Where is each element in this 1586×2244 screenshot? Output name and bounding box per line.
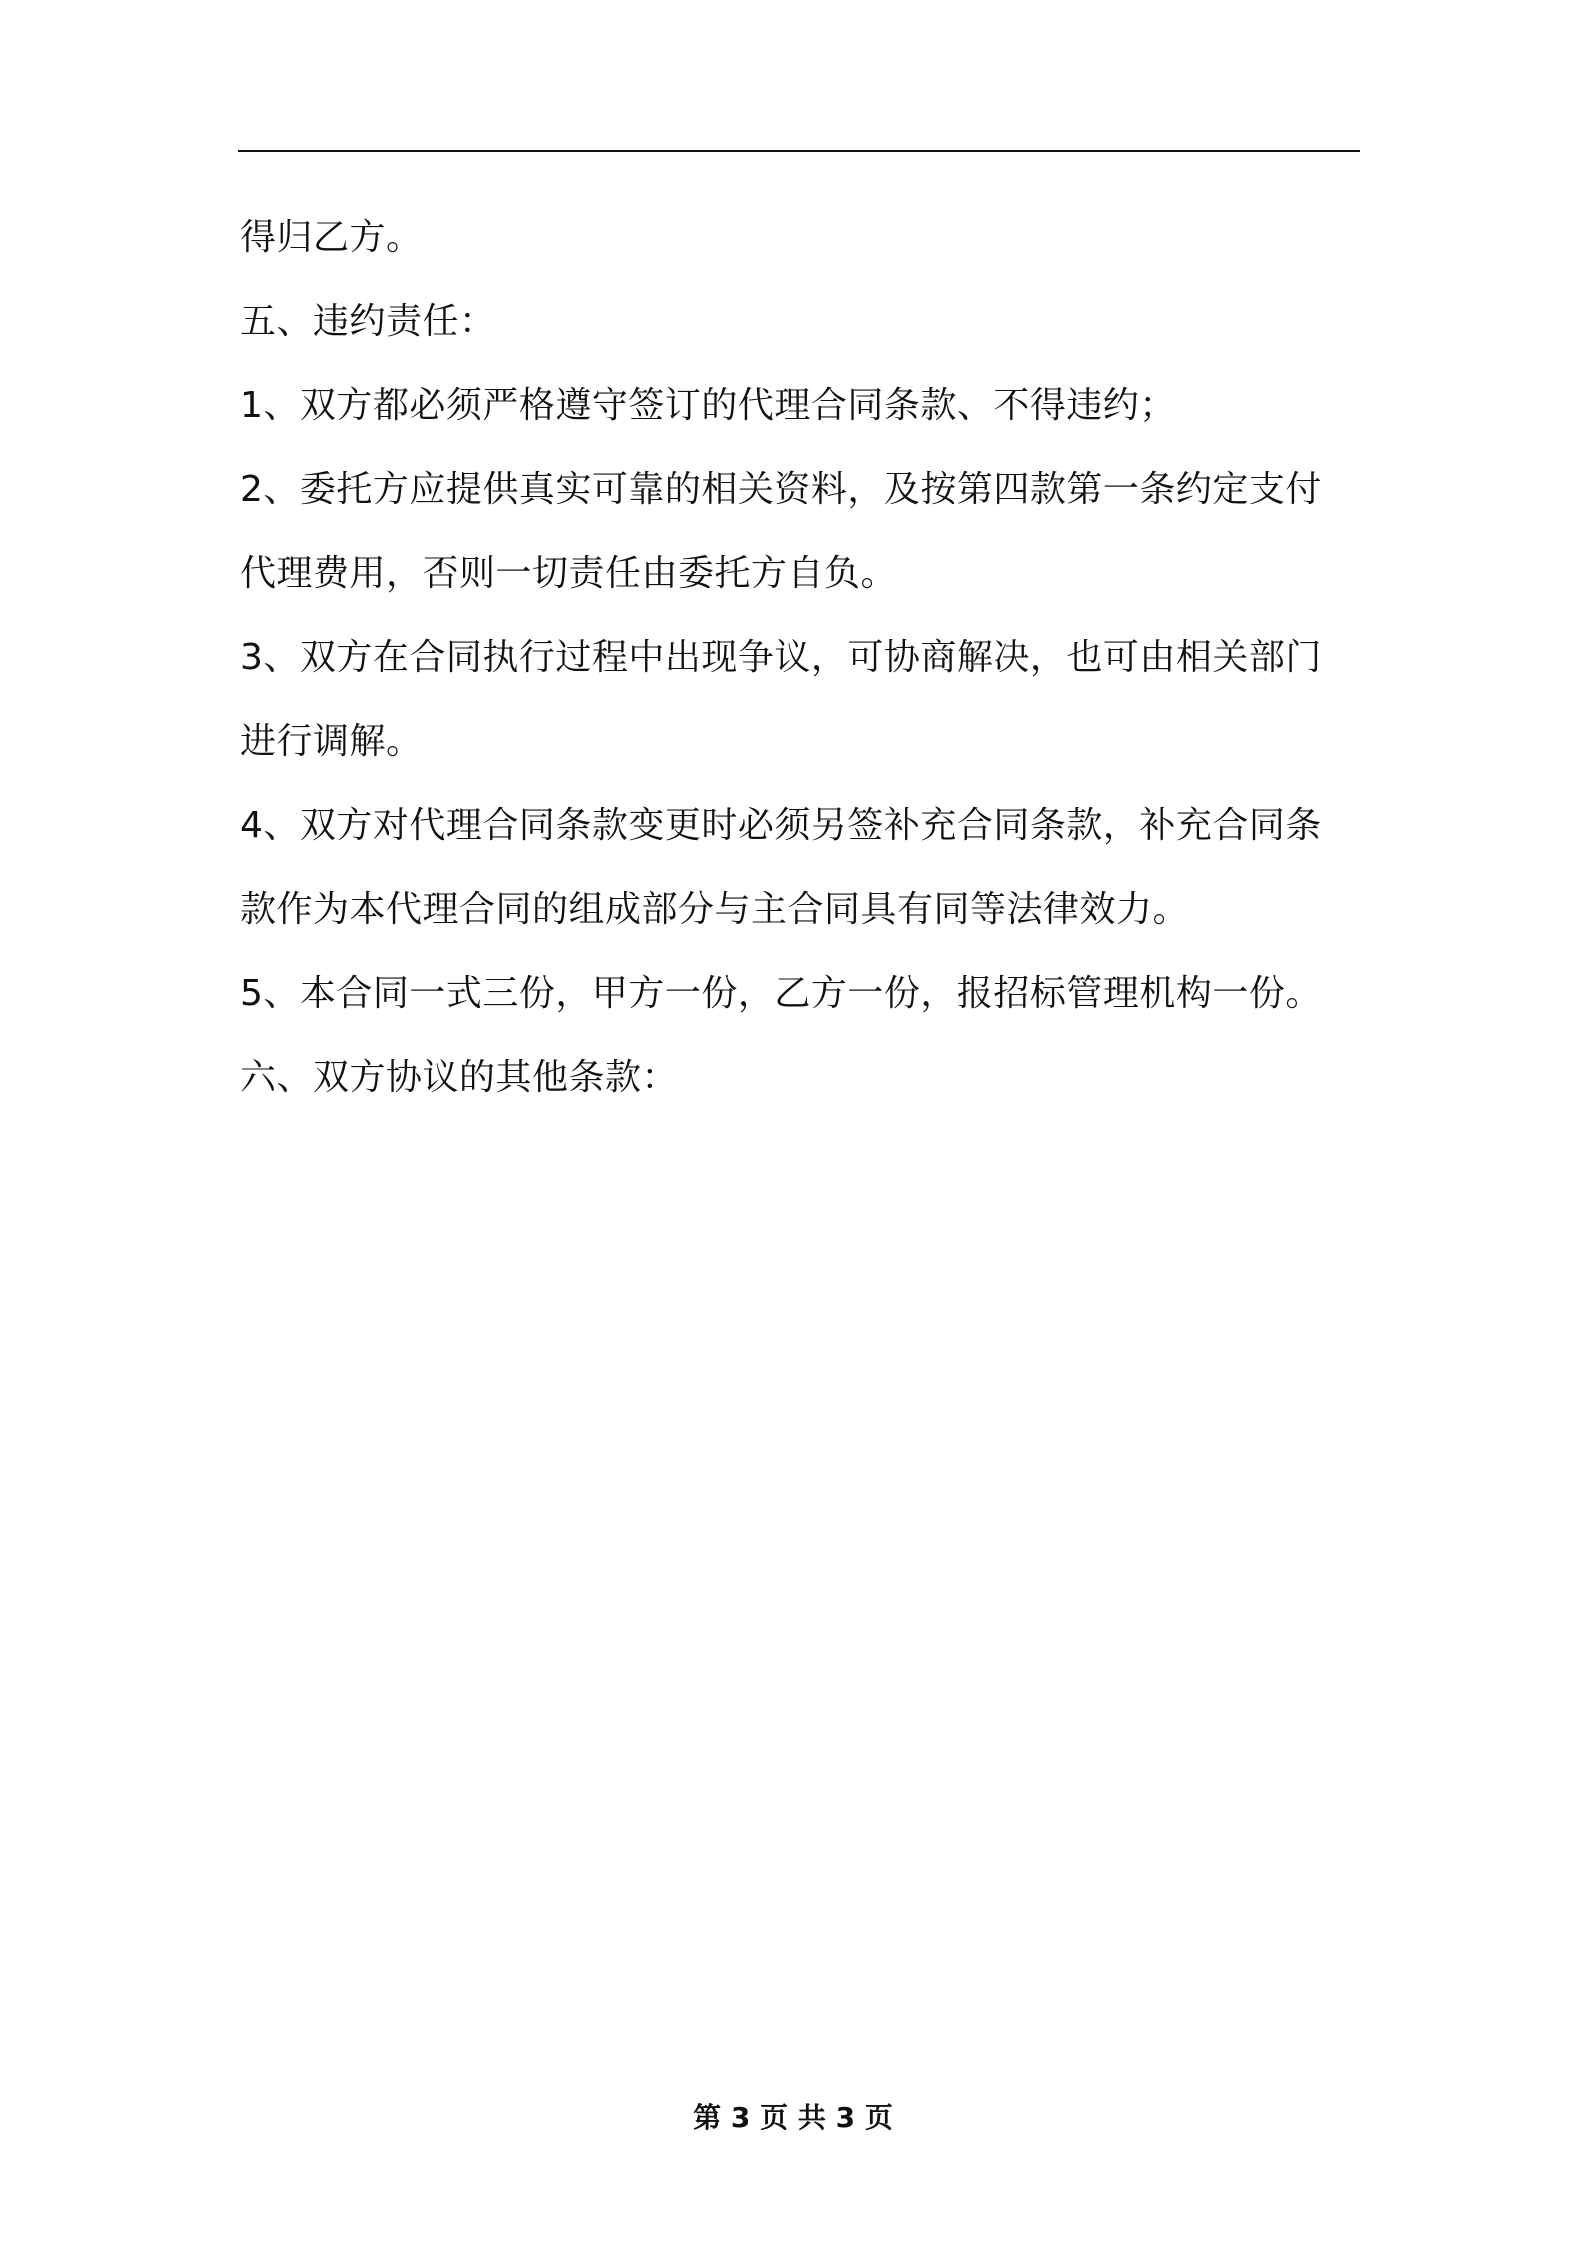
section-heading: 六、双方协议的其他条款： bbox=[240, 1057, 679, 1098]
text-line: 2、委托方应提供真实可靠的相关资料，及按第四款第一条约定支付 bbox=[240, 469, 1322, 510]
text-line: 款作为本代理合同的组成部分与主合同具有同等法律效力。 bbox=[240, 889, 1190, 930]
text-line: 进行调解。 bbox=[240, 721, 423, 762]
header-rule bbox=[238, 150, 1360, 152]
document-body bbox=[240, 196, 1360, 1120]
text-line: 4、双方对代理合同条款变更时必须另签补充合同条款，补充合同条 bbox=[240, 805, 1322, 846]
text-line: 1、双方都必须严格遵守签订的代理合同条款、不得违约； bbox=[240, 385, 1176, 426]
text-line: 5、本合同一式三份，甲方一份，乙方一份，报招标管理机构一份。 bbox=[240, 973, 1322, 1014]
text-line: 得归乙方。 bbox=[240, 217, 423, 258]
text-line: 3、双方在合同执行过程中出现争议，可协商解决，也可由相关部门 bbox=[240, 637, 1322, 678]
page-number-footer: 第 3 页 共 3 页 bbox=[693, 2101, 893, 2134]
section-heading: 五、违约责任： bbox=[240, 301, 496, 342]
text-line: 代理费用，否则一切责任由委托方自负。 bbox=[240, 553, 898, 594]
